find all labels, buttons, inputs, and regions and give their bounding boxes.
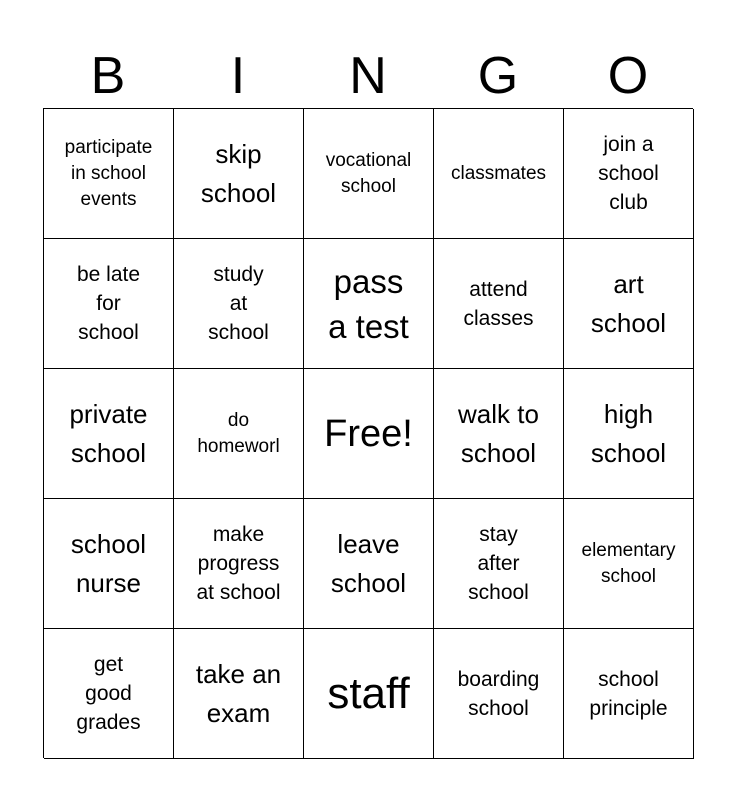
bingo-cell[interactable]: school principle [564, 629, 694, 759]
header-letter-i: I [230, 47, 246, 105]
bingo-cell[interactable]: skip school [174, 109, 304, 239]
bingo-cell[interactable]: do homeworl [174, 369, 304, 499]
bingo-cell[interactable]: pass a test [304, 239, 434, 369]
bingo-cell[interactable]: stay after school [434, 499, 564, 629]
bingo-cell[interactable]: join a school club [564, 109, 694, 239]
bingo-cell[interactable]: get good grades [44, 629, 174, 759]
bingo-cell[interactable]: be late for school [44, 239, 174, 369]
bingo-cell[interactable]: staff [304, 629, 434, 759]
bingo-cell[interactable]: make progress at school [174, 499, 304, 629]
bingo-cell[interactable]: private school [44, 369, 174, 499]
free-cell[interactable]: Free! [304, 369, 434, 499]
bingo-cell[interactable]: take an exam [174, 629, 304, 759]
header-letter-n: N [349, 47, 387, 105]
header-letter-g: G [477, 47, 519, 105]
bingo-cell[interactable]: walk to school [434, 369, 564, 499]
bingo-cell[interactable]: art school [564, 239, 694, 369]
bingo-cell[interactable]: participate in school events [44, 109, 174, 239]
bingo-board [43, 108, 693, 758]
bingo-cell[interactable]: vocational school [304, 109, 434, 239]
bingo-cell[interactable]: leave school [304, 499, 434, 629]
bingo-cell[interactable]: elementary school [564, 499, 694, 629]
bingo-cell[interactable]: classmates [434, 109, 564, 239]
bingo-cell[interactable]: school nurse [44, 499, 174, 629]
bingo-cell[interactable]: boarding school [434, 629, 564, 759]
header-letter-b: B [90, 47, 126, 105]
bingo-header [43, 44, 693, 108]
header-letter-o: O [607, 47, 649, 105]
bingo-cell[interactable]: study at school [174, 239, 304, 369]
bingo-cell[interactable]: attend classes [434, 239, 564, 369]
bingo-cell[interactable]: high school [564, 369, 694, 499]
